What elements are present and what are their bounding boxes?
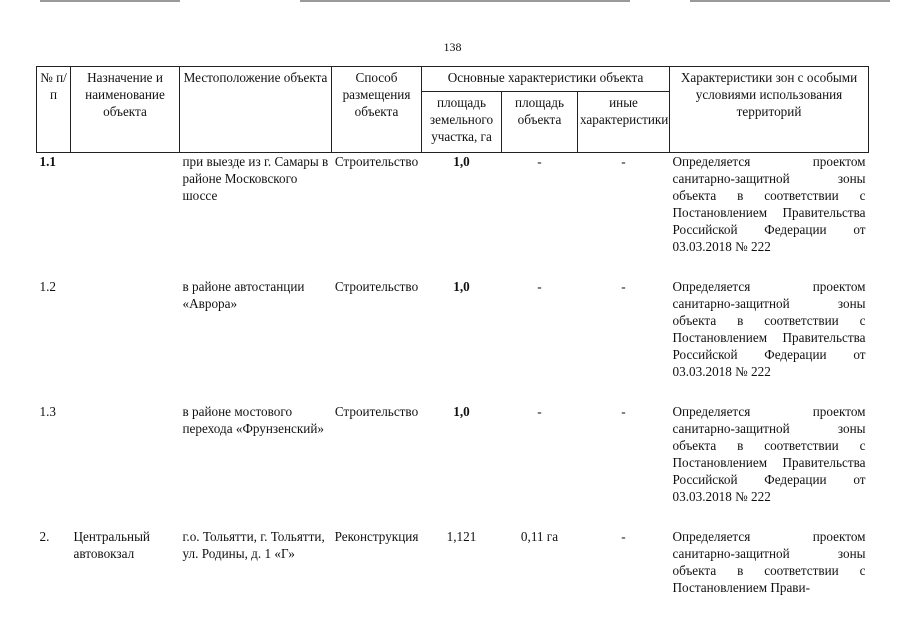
zone-characteristics: Определяется проектом санитарно-защитной зоны объекта в соответствии с Постановлением Правительства Российской Федерации от 03.03.2018 № 222 (672, 154, 866, 254)
row-number: 1.2 (39, 279, 56, 294)
header-zones: Характеристики зон с особыми условиями использования территорий (670, 67, 869, 153)
land-area: 1,0 (453, 279, 470, 294)
object-name: Центральный автовокзал (73, 529, 150, 561)
zone-characteristics: Определяется проектом санитарно-защитной зоны объекта в соответствии с Постановлением Правительства Российской Федерации от 03.03.2018 № 222 (672, 404, 866, 504)
header-method: Способ размещения объекта (332, 67, 422, 153)
other-characteristics: - (621, 279, 626, 294)
object-area: - (537, 154, 542, 169)
object-area: - (537, 279, 542, 294)
placement-method: Реконструкция (334, 529, 419, 544)
object-location: в районе мостового перехода «Фрунзенский» (182, 404, 325, 436)
other-characteristics: - (621, 154, 626, 169)
object-location: г.о. Тольятти, г. Тольятти, ул. Родины, д. 1 «Г» (182, 529, 325, 561)
land-area: 1,0 (453, 154, 470, 169)
land-area: 1,0 (453, 404, 470, 419)
zone-characteristics: Определяется проектом санитарно-защитной зоны объекта в соответствии с Постановлением Правительства Российской Федерации от 03.03.2018 № 222 (672, 279, 866, 379)
row-number: 1.1 (39, 154, 56, 169)
scan-edge-line (40, 0, 180, 2)
header-land-area: площадь земельного участка, га (422, 92, 502, 153)
zone-characteristics (670, 526, 869, 617)
row-number: 1.3 (39, 404, 56, 419)
object-location: в районе автостанции «Аврора» (182, 279, 305, 311)
placement-method: Строительство (334, 154, 419, 169)
table-row (37, 526, 869, 617)
scan-edge-line (300, 0, 630, 2)
object-area: - (537, 404, 542, 419)
table-row (37, 276, 869, 401)
other-characteristics: - (621, 529, 626, 544)
object-name (71, 401, 180, 526)
header-object-area: площадь объекта (502, 92, 578, 153)
zone-text: Определяется проектом санитарно-защитной зоны объекта в соответствии с Постановлением Прави- (672, 529, 866, 595)
page-number: 138 (443, 40, 462, 54)
other-characteristics: - (621, 404, 626, 419)
row-number: 2. (39, 529, 50, 544)
scan-edge-line (690, 0, 890, 2)
placement-method: Строительство (334, 404, 419, 419)
objects-table (36, 66, 869, 617)
object-name (71, 276, 180, 401)
object-area: 0,11 га (520, 529, 559, 544)
header-location: Местоположение объекта (180, 67, 332, 153)
header-name: Назначение и наименование объекта (71, 67, 180, 153)
table-row (37, 401, 869, 526)
header-other: иные характеристики (578, 92, 670, 153)
land-area: 1,121 (446, 529, 477, 544)
object-name (71, 153, 180, 277)
header-num: № п/п (37, 67, 71, 153)
placement-method: Строительство (334, 279, 419, 294)
header-main-characteristics: Основные характеристики объекта (422, 67, 670, 92)
table-row (37, 153, 869, 277)
object-location: при выезде из г. Самары в районе Московского шоссе (182, 154, 329, 203)
